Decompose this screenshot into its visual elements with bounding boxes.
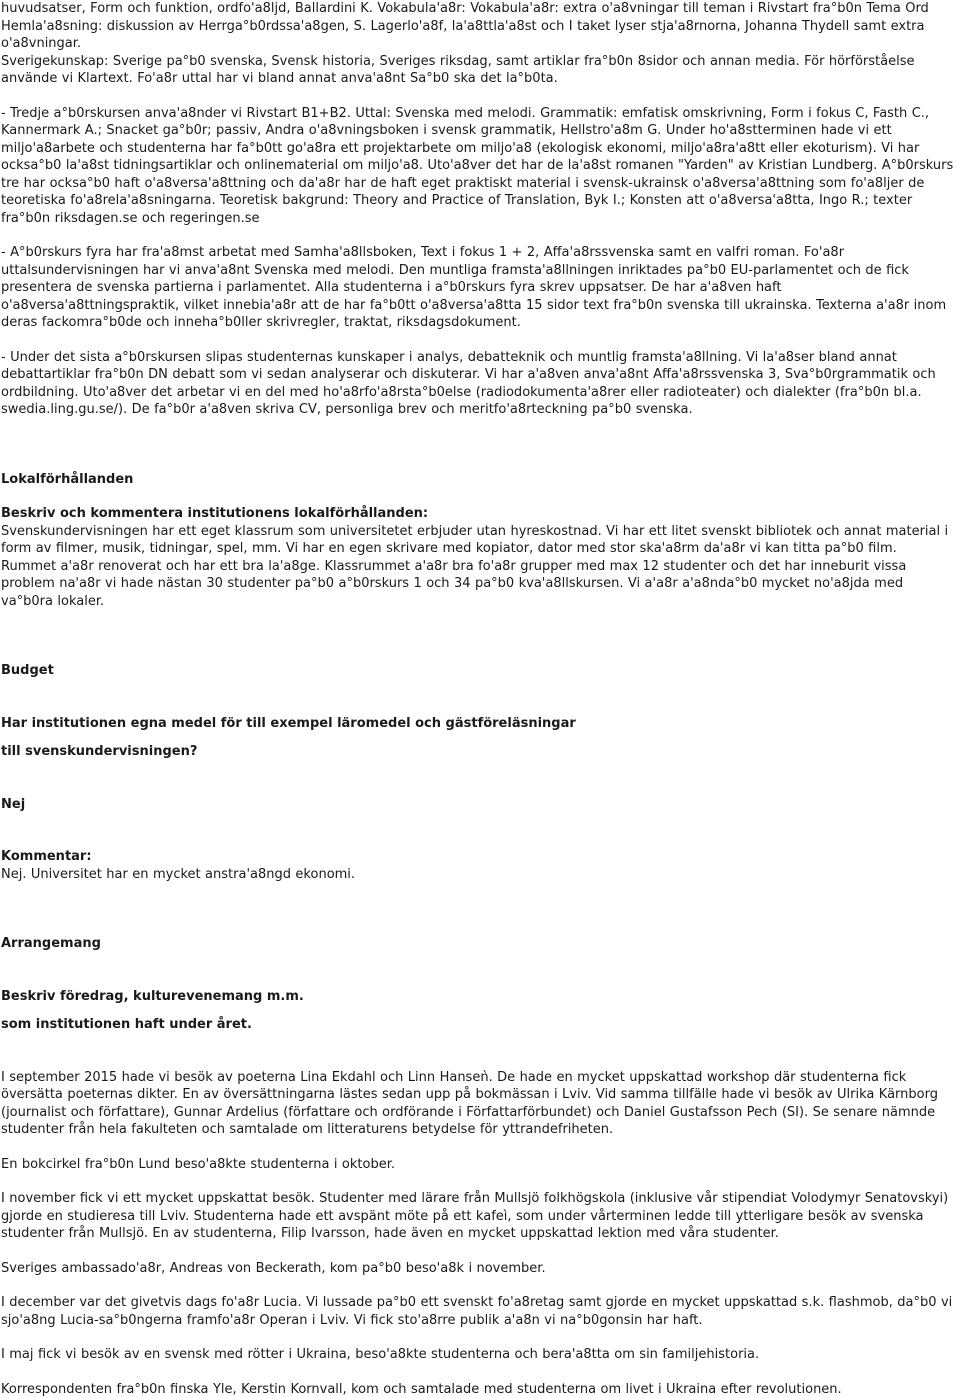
budget-comment-label: Kommentar: xyxy=(1,848,955,866)
arrangemang-paragraph-september: I september 2015 hade vi besök av poeterna Lina Ekdahl och Linn Hanseǹ. De hade en mycket uppskattad workshop där studenterna fick översätta poeternas dikter. En av översättningarna lästes sedan upp på bokmässan i Lviv. Vid samma tillfälle hade vi besök av Ulrika Kärnborg (journalist och författare), Gunnar Ardelius (författare och ordförande i Författarförbundet) och Daniel Gustafsson Pech (SI). Se senare nämnde studenter från hela fakulteten och samtalade om litteraturens betydelse för yttrandefriheten. xyxy=(1,1069,955,1139)
arrangemang-paragraph-ambassador: Sveriges ambassado'a8r, Andreas von Beckerath, kom pa°b0 beso'a8k i november. xyxy=(1,1260,955,1278)
intro-paragraph-sverigekunskap: Sverigekunskap: Sverige pa°b0 svenska, Svensk historia, Sveriges riksdag, samt artiklar fra°b0n 8sidor och annan media. För hörförståelse använde vi Klartext. Fo'a8r uttal har vi bland annat anva'a8nt Sa°b0 ska det la°b0ta. xyxy=(1,53,955,88)
arrangemang-paragraph-lucia: I december var det givetvis dags fo'a8r Lucia. Vi lussade pa°b0 ett svenskt fo'a8retag samt gjorde en mycket uppskattad s.k. flashmob, da°b0 vi sjo'a8ng Lucia-sa°b0ngerna framfo'a8r Operan i Lviv. Vi fick sto'a8rre publik a'a8n vi na°b0gonsin har haft. xyxy=(1,1294,955,1329)
intro-paragraph-year4: - A°b0rskurs fyra har fra'a8mst arbetat med Samha'a8llsboken, Text i fokus 1 + 2, Affa'a8rssvenska samt en valfri roman. Fo'a8r uttalsundervisningen har vi anva'a8nt Svenska med melodi. Den muntliga framsta'a8llningen inriktades pa°b0 EU-parlamentet och de fick presentera de svenska partierna i parlamentet. Alla studenterna i a°b0rskurs fyra skrev uppsatser. De har a'a8ven haft o'a8versa'a8ttningspraktik, vilket innebia'a8r att de har fa°b0tt o'a8versa'a8tta 15 sidor text fra°b0n svenska till ukrainska. Texterna a'a8r inom deras fackomra°b0de och inneha°b0ller skrivregler, traktat, riksdagsdokument. xyxy=(1,244,955,332)
section-heading-arrangemang: Arrangemang xyxy=(1,935,955,953)
arrangemang-question-line2: som institutionen haft under året. xyxy=(1,1016,955,1034)
section-heading-budget: Budget xyxy=(1,662,955,680)
arrangemang-question-line1: Beskriv föredrag, kulturevenemang m.m. xyxy=(1,988,955,1006)
section-answer-lokal: Svenskundervisningen har ett eget klassrum som universitetet erbjuder utan hyreskostnad. Vi har ett litet svenskt bibliotek och annat material i form av filmer, musik, tidningar, spel, mm. Vi har en egen skrivare med kopiator, dator med stor ska'a8rm da'a8r vi kan titta pa°b0 film. Rummet a'a8r renoverat och har ett bra la'a8ge. Klassrummet a'a8r bra fo'a8r grupper med max 12 studenter och det har inneburit vissa problem na'a8r vi hade nästan 30 studenter pa°b0 a°b0rskurs 1 och 34 pa°b0 kva'a8llskursen. Vi a'a8r a'a8nda°b0 mycket no'a8jda med va°b0ra lokaler. xyxy=(1,523,955,611)
arrangemang-paragraph-november: I november fick vi ett mycket uppskattat besök. Studenter med lärare från Mullsjö folkhögskola (inklusive vår stipendiat Volodymyr Senatovskyi) gjorde en studieresa till Lviv. Studenterna hade ett avspänt möte på ett kafeì, som under vårterminen ledde till ytterligare besök av svenska studenter från Mullsjö. En av studenterna, Filip Ivarsson, hade även en mycket uppskattad lektion med våra studenter. xyxy=(1,1190,955,1243)
arrangemang-paragraph-yle: Korrespondenten fra°b0n finska Yle, Kerstin Kornvall, kom och samtalade med studenterna om livet i Ukraina efter revolutionen. xyxy=(1,1381,955,1398)
arrangemang-paragraph-bokcirkel: En bokcirkel fra°b0n Lund beso'a8kte studenterna i oktober. xyxy=(1,1156,955,1174)
intro-paragraph-final-year: - Under det sista a°b0rskursen slipas studenternas kunskaper i analys, debatteknik och muntlig framsta'a8llning. Vi la'a8ser bland annat debattartiklar fra°b0n DN debatt som vi sedan analyserar och diskuterar. Vi har a'a8ven anva'a8nt Affa'a8rssvenska 3, Sva°b0rgrammatik och ordbildning. Uto'a8ver det arbetar vi en del med ho'a8rfo'a8rsta°b0else (radiodokumenta'a8rer eller radioteater) och dialekter (fra°b0n bl.a. swedia.ling.gu.se/). De fa°b0r a'a8ven skriva CV, personliga brev och meritfo'a8rteckning pa°b0 svenska. xyxy=(1,349,955,419)
intro-paragraph-grammar: huvudsatser, Form och funktion, ordfo'a8ljd, Ballardini K. Vokabula'a8r: Vokabula'a8r: extra o'a8vningar till teman i Rivstart fra°b0n Tema Ord Hemla'a8sning: diskussion av Herrga°b0rdssa'a8gen, S. Lagerlo'a8f, la'a8ttla'a8st och I taket lyser stja'a8rnorna, Johanna Thydell samt extra o'a8vningar. xyxy=(1,0,955,53)
budget-answer: Nej xyxy=(1,796,955,814)
arrangemang-paragraph-maj: I maj fick vi besök av en svensk med rötter i Ukraina, beso'a8kte studenterna och bera'a8tta om sin familjehistoria. xyxy=(1,1346,955,1364)
section-question-lokal: Beskriv och kommentera institutionens lokalförhållanden: xyxy=(1,505,955,523)
intro-paragraph-year3: - Tredje a°b0rskursen anva'a8nder vi Rivstart B1+B2. Uttal: Svenska med melodi. Grammatik: emfatisk omskrivning, Form i fokus C, Fasth C., Kannermark A.; Snacket ga°b0r; passiv, Andra o'a8vningsboken i svensk grammatik, Hellstro'a8m G. Under ho'a8stterminen hade vi ett miljo'a8arbete och studenterna har fa°b0tt go'a8ra ett projektarbete om miljo'a8 (ekologisk ekonomi, miljo'a8ra'a8tt eller ekoturism). Vi har ocksa°b0 la'a8st tidningsartiklar och onlinematerial om miljo'a8. Uto'a8ver det har de la'a8st romanen "Yarden" av Kristian Lundberg. A°b0rskurs tre har ocksa°b0 haft o'a8versa'a8ttning och da'a8r har de haft eget praktiskt material i svensk-ukrainsk o'a8versa'a8ttning som fo'a8ljer de teoretiska fo'a8rela'a8sningarna. Teoretisk bakgrund: Theory and Practice of Translation, Byk I.; Konsten att o'a8versa'a8tta, Ingo R.; texter fra°b0n riksdagen.se och regeringen.se xyxy=(1,105,955,228)
section-heading-lokal: Lokalförhållanden xyxy=(1,471,955,489)
budget-question-line1: Har institutionen egna medel för till exempel läromedel och gästföreläsningar xyxy=(1,715,955,733)
budget-comment: Nej. Universitet har en mycket anstra'a8ngd ekonomi. xyxy=(1,866,955,884)
budget-question-line2: till svenskundervisningen? xyxy=(1,743,955,761)
